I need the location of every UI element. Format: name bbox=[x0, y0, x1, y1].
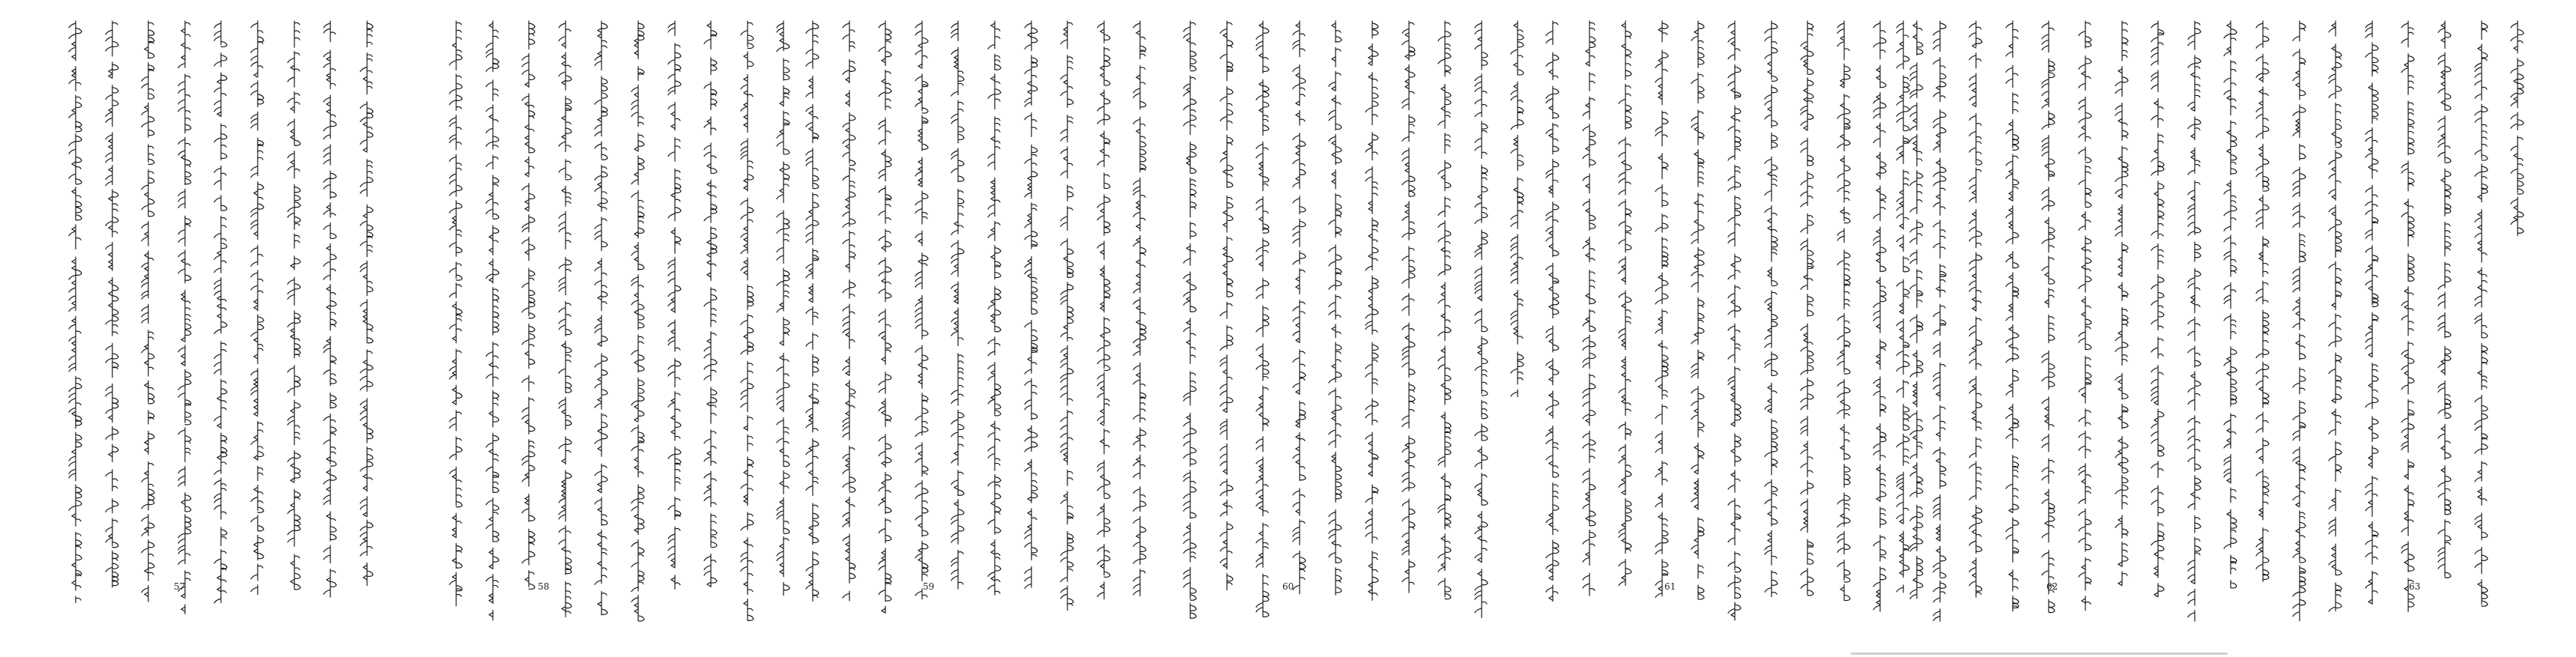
mongolian-text-line bbox=[1722, 18, 1748, 623]
mongolian-text-line bbox=[1759, 18, 1784, 599]
mongolian-text-line bbox=[1685, 18, 1711, 602]
mongolian-text-line bbox=[1795, 18, 1820, 597]
mongolian-text-line bbox=[662, 18, 688, 592]
mongolian-text-line bbox=[982, 18, 1007, 598]
mongolian-text-line bbox=[63, 18, 88, 606]
document-page bbox=[1885, 0, 2238, 657]
mongolian-text-line bbox=[771, 18, 796, 599]
mongolian-text-line bbox=[1927, 18, 1953, 624]
mongolian-text-line bbox=[1469, 18, 1494, 621]
mongolian-text-line bbox=[282, 18, 307, 595]
mongolian-text-line bbox=[443, 18, 469, 609]
mongolian-text-line bbox=[1891, 18, 1916, 596]
mongolian-text-line bbox=[1963, 18, 1989, 600]
mongolian-text-line bbox=[1540, 18, 1566, 605]
mongolian-text-line bbox=[1432, 18, 1458, 600]
mongolian-text-line bbox=[136, 18, 161, 605]
mongolian-text-line bbox=[2073, 18, 2098, 614]
mongolian-text-line bbox=[1396, 18, 1422, 596]
mongolian-text-line bbox=[698, 18, 724, 595]
mongolian-text-line bbox=[516, 18, 542, 590]
mongolian-text-line bbox=[100, 18, 125, 601]
mongolian-text-line bbox=[800, 18, 825, 611]
mongolian-text-line bbox=[1613, 18, 1638, 589]
mongolian-text-line bbox=[1831, 18, 1857, 603]
mongolian-text-line bbox=[1214, 18, 1240, 593]
mongolian-text-line bbox=[1577, 18, 1602, 599]
document-page bbox=[437, 0, 785, 657]
mongolian-text-line bbox=[2395, 18, 2421, 614]
mongolian-text-line bbox=[1178, 18, 1203, 621]
horizontal-scrollbar[interactable] bbox=[0, 650, 2576, 657]
mongolian-text-line bbox=[2360, 18, 2385, 606]
mongolian-text-line bbox=[354, 18, 380, 588]
mongolian-text-line bbox=[1287, 18, 1312, 603]
mongolian-text-line bbox=[172, 18, 198, 617]
page-number: 62 bbox=[2046, 581, 2058, 592]
mongolian-text-line bbox=[2469, 18, 2494, 608]
mongolian-text-line bbox=[589, 18, 614, 618]
mongolian-text-line bbox=[1323, 18, 1348, 598]
mongolian-text-line bbox=[945, 18, 971, 592]
mongolian-text-line bbox=[2036, 18, 2061, 615]
mongolian-text-line bbox=[1127, 18, 1153, 599]
mongolian-text-line bbox=[480, 18, 506, 623]
mongolian-text-line bbox=[1360, 18, 1385, 603]
mongolian-text-line bbox=[2109, 18, 2135, 587]
mongolian-text-line bbox=[2250, 18, 2276, 590]
document-page bbox=[2244, 0, 2576, 657]
document-page bbox=[794, 0, 1166, 657]
mongolian-text-line bbox=[2182, 18, 2207, 624]
mongolian-text-line bbox=[2145, 18, 2171, 599]
page-number: 58 bbox=[538, 581, 550, 592]
mongolian-text-line bbox=[837, 18, 862, 604]
page-number: 63 bbox=[2409, 581, 2421, 592]
mongolian-text-line bbox=[1505, 18, 1530, 400]
mongolian-text-line bbox=[2218, 18, 2243, 590]
page-number: 60 bbox=[1282, 581, 1294, 592]
mongolian-text-line bbox=[1250, 18, 1276, 619]
mongolian-text-line bbox=[2287, 18, 2312, 624]
mongolian-text-line bbox=[553, 18, 578, 620]
mongolian-text-line bbox=[2505, 18, 2530, 238]
document-page bbox=[1534, 0, 1879, 657]
mongolian-text-line bbox=[1019, 18, 1044, 590]
mongolian-text-line bbox=[2323, 18, 2348, 614]
page-number: 57 bbox=[174, 581, 186, 592]
mongolian-text-line bbox=[735, 18, 760, 623]
mongolian-text-line bbox=[1091, 18, 1117, 603]
mongolian-text-line bbox=[208, 18, 234, 607]
mongolian-text-line bbox=[2432, 18, 2458, 589]
scrollbar-thumb[interactable] bbox=[1851, 653, 2228, 655]
mongolian-text-line bbox=[2000, 18, 2025, 617]
document-page bbox=[57, 0, 428, 657]
mongolian-text-line bbox=[873, 18, 898, 616]
page-number: 59 bbox=[923, 581, 935, 592]
mongolian-text-line bbox=[625, 18, 651, 623]
mongolian-text-line bbox=[245, 18, 270, 598]
mongolian-text-line bbox=[318, 18, 343, 600]
mongolian-text-line bbox=[909, 18, 935, 602]
mongolian-text-line bbox=[1649, 18, 1675, 599]
mongolian-text-line bbox=[1055, 18, 1080, 614]
document-page bbox=[1172, 0, 1528, 657]
page-number: 61 bbox=[1664, 581, 1676, 592]
